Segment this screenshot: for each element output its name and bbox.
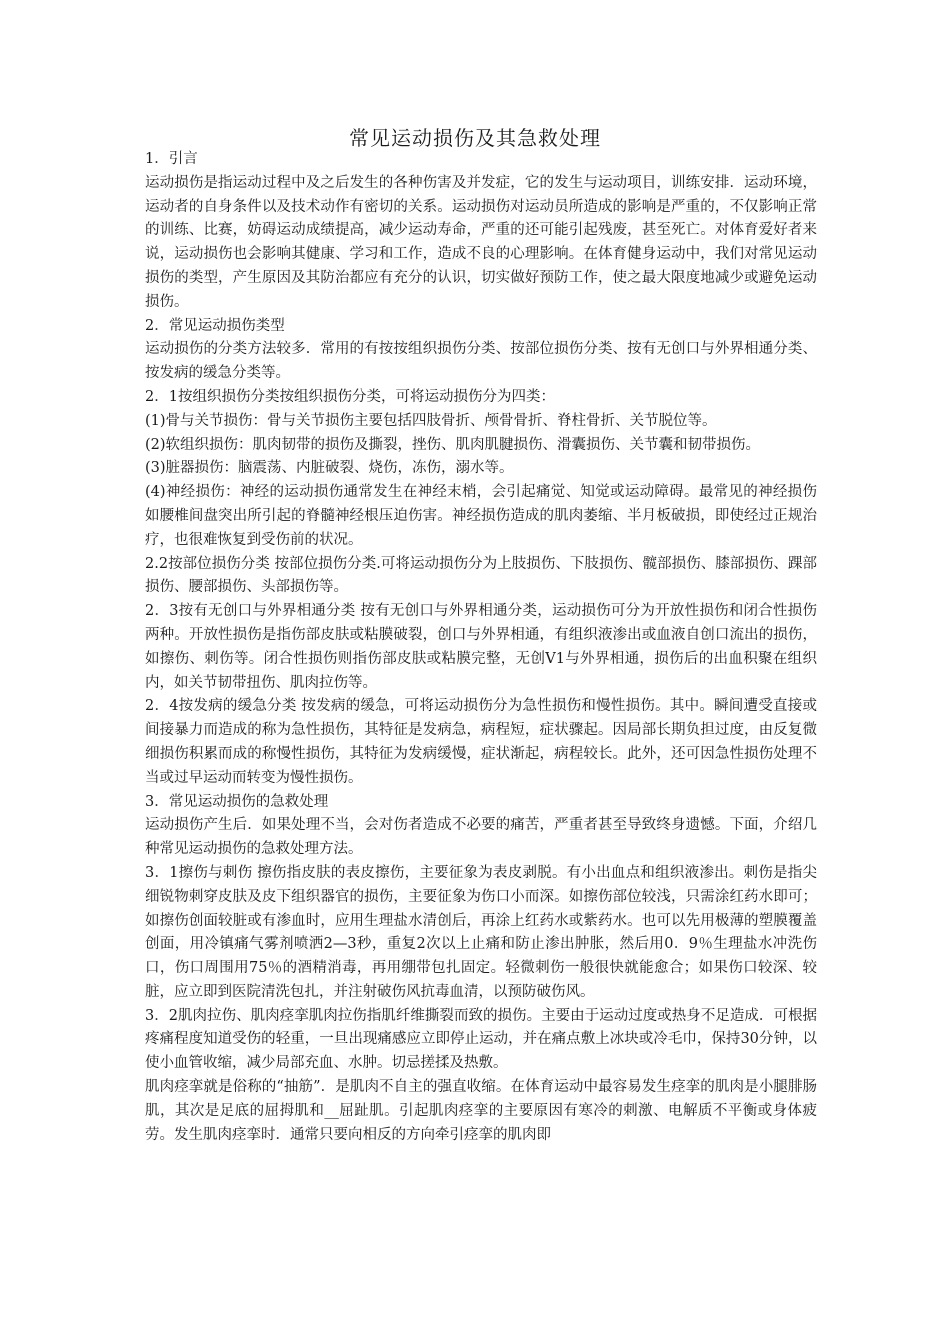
paragraph: 2.2按部位损伤分类 按部位损伤分类.可将运动损伤分为上肢损伤、下肢损伤、髋部损伤、膝部损伤、踝部损伤、腰部损伤、头部损伤等。	[145, 555, 817, 596]
section-heading-types: 2．常见运动损伤类型	[145, 317, 285, 334]
document-body	[145, 148, 817, 1147]
list-item: (4)神经损伤：神经的运动损伤通常发生在神经末梢，会引起痛觉、知觉或运动障碍。最常见的神经损伤如腰椎间盘突出所引起的脊髓神经根压迫伤害。神经损伤造成的肌肉萎缩、半月板破损，即使经过正规治疗，也很难恢复到受伤前的状况。	[145, 484, 817, 548]
paragraph: 运动损伤产生后．如果处理不当，会对伤者造成不必要的痛苦，严重者甚至导致终身遗憾。下面，介绍几种常见运动损伤的急救处理方法。	[145, 817, 817, 858]
paragraph: 2．3按有无创口与外界相通分类 按有无创口与外界相通分类，运动损伤可分为开放性损伤和闭合性损伤两种。开放性损伤是指伤部皮肤或粘膜破裂，创口与外界相通，有组织液渗出或血液自创口流出的损伤，如擦伤、刺伤等。闭合性损伤则指伤部皮肤或粘膜完整，无创V1与外界相通，损伤后的出血积聚在组织内，如关节韧带扭伤、肌肉拉伤等。	[145, 603, 817, 691]
section-heading-intro: 1．引言	[145, 151, 198, 167]
paragraph: 运动损伤的分类方法较多．常用的有按按组织损伤分类、按部位损伤分类、按有无创口与外界相通分类、按发病的缓急分类等。	[145, 341, 817, 382]
paragraph: 肌肉痉挛就是俗称的“抽筋”．是肌肉不自主的强直收缩。在体育运动中最容易发生痉挛的肌肉是小腿腓肠肌，其次是足底的屈拇肌和__屈趾肌。引起肌肉痉挛的主要原因有寒冷的刺激、电解质不平衡或身体疲劳。发生肌肉痉挛时．通常只要向相反的方向牵引痉挛的肌肉即	[145, 1079, 817, 1143]
paragraph: 2．4按发病的缓急分类 按发病的缓急，可将运动损伤分为急性损伤和慢性损伤。其中。瞬间遭受直接或间接暴力而造成的称为急性损伤，其特征是发病急，病程短，症状骤起。因局部长期负担过度，由反复微细损伤积累而成的称慢性损伤，其特征为发病缓慢，症状渐起，病程较长。此外，还可因急性损伤处理不当或过早运动而转变为慢性损伤。	[145, 698, 817, 786]
paragraph: 运动损伤是指运动过程中及之后发生的各种伤害及并发症，它的发生与运动项目，训练安排．运动环境，运动者的自身条件以及技术动作有密切的关系。运动损伤对运动员所造成的影响是严重的，不仅影响正常的训练、比赛，妨碍运动成绩提高，减少运动寿命，严重的还可能引起残废，甚至死亡。对体育爱好者来说，运动损伤也会影响其健康、学习和工作，造成不良的心理影响。在体育健身运动中，我们对常见运动损伤的类型，产生原因及其防治都应有充分的认识，切实做好预防工作，使之最大限度地减少或避免运动损伤。	[145, 174, 817, 310]
list-item: (2)软组织损伤：肌肉韧带的损伤及撕裂，挫伤、肌肉肌腱损伤、滑囊损伤、关节囊和韧带损伤。	[145, 436, 761, 453]
list-item: (1)骨与关节损伤：骨与关节损伤主要包括四肢骨折、颅骨骨折、脊柱骨折、关节脱位等。	[145, 412, 717, 429]
page-title: 常见运动损伤及其急救处理	[349, 126, 601, 150]
section-heading-first-aid: 3．常见运动损伤的急救处理	[145, 793, 329, 810]
list-item: (3)脏器损伤：脑震荡、内脏破裂、烧伤，冻伤，溺水等。	[145, 460, 514, 477]
paragraph: 2．1按组织损伤分类按组织损伤分类，可将运动损伤分为四类：	[145, 388, 555, 405]
paragraph: 3．2肌肉拉伤、肌肉痉挛肌肉拉伤指肌纤维撕裂而致的损伤。主要由于运动过度或热身不足造成．可根据疼痛程度知道受伤的轻重，一旦出现痛感应立即停止运动，并在痛点敷上冰块或冷毛巾，保持30分钟，以使小血管收缩，减少局部充血、水肿。切忌搓揉及热敷。	[145, 1007, 817, 1072]
paragraph: 3．1擦伤与刺伤 擦伤指皮肤的表皮擦伤，主要征象为表皮剥脱。有小出血点和组织液渗出。刺伤是指尖细锐物刺穿皮肤及皮下组织器官的损伤，主要征象为伤口小而深。如擦伤部位较浅，只需涂红药水即可；如擦伤创面较脏或有渗血时，应用生理盐水清创后，再涂上红药水或紫药水。也可以先用极薄的塑膜覆盖创面，用冷镇痛气雾剂喷洒2—3秒，重复2次以上止痛和防止渗出肿胀，然后用0．9％生理盐水冲洗伤口，伤口周围用75％的酒精消毒，再用绷带包扎固定。轻微刺伤一般很快就能愈合；如果伤口较深、较脏，应立即到医院清洗包扎，并注射破伤风抗毒血清，以预防破伤风。	[145, 864, 817, 1000]
